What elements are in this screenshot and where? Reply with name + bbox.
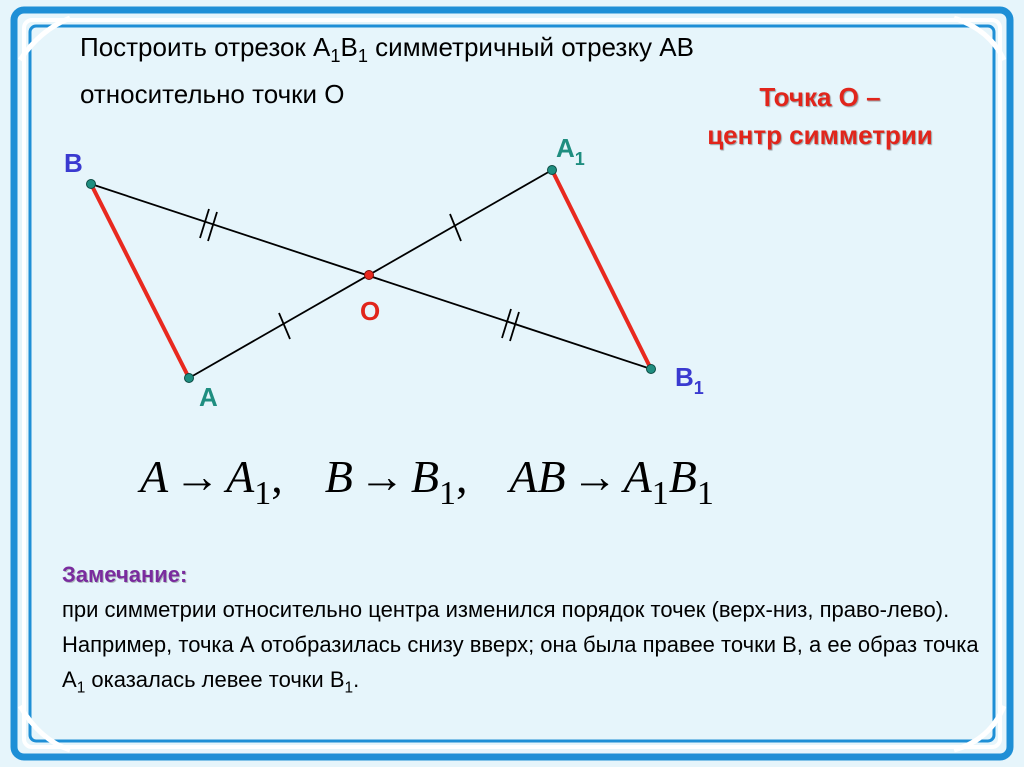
point-o: [365, 271, 374, 280]
remark-line2-mid: оказалась левее точки В: [85, 667, 345, 692]
formula-a1b1-a: A: [623, 451, 652, 502]
label-b: B: [64, 148, 83, 178]
remark-line2: [62, 627, 992, 705]
formula-b1: B: [410, 451, 439, 502]
formula-comma-1: ,: [271, 451, 283, 502]
center-note-line1: Точка О –: [759, 82, 881, 112]
point-b1: [647, 365, 656, 374]
point-b: [87, 180, 96, 189]
remark-heading: Замечание:: [62, 562, 188, 587]
remark-line2-prefix: Например, точка А отобразилась снизу вверх; она была правее точки В, а ее образ точка А: [62, 632, 979, 692]
formula-arrow-3: →: [571, 451, 618, 502]
formula-a: A: [140, 451, 169, 502]
center-note-line2: центр симметрии: [707, 120, 933, 150]
formula-a1b1-a-sub: 1: [651, 475, 669, 512]
formula-a1: A: [226, 451, 255, 502]
segment-a1b1: [552, 170, 651, 369]
title-sub-a1: 1: [330, 46, 341, 67]
label-o: O: [360, 296, 381, 326]
title-sub-b1: 1: [357, 46, 368, 67]
label-a: A: [199, 382, 218, 412]
title-line2: относительно точки О: [80, 79, 345, 110]
remark-block: [62, 557, 992, 705]
formula-a1b1-b: B: [668, 451, 697, 502]
formula-b: B: [324, 451, 353, 502]
formula-a1b1-b-sub: 1: [696, 475, 714, 512]
remark-sub-b1: 1: [344, 679, 354, 697]
formula-a1-sub: 1: [254, 475, 272, 512]
label-a1: $A_1$: [556, 133, 585, 169]
point-a1: [548, 166, 557, 175]
segment-ab: [91, 184, 189, 378]
formula-arrow-2: →: [358, 451, 405, 502]
point-a: [185, 374, 194, 383]
label-b1: $B_1$: [675, 362, 704, 398]
title-line1-mid: В: [340, 32, 358, 62]
mapping-formula: [140, 450, 714, 512]
remark-line1: при симметрии относительно центра изменился порядок точек (верх-низ, право-лево).: [62, 597, 950, 622]
formula-ab: AB: [509, 451, 566, 502]
remark-sub-a1: 1: [76, 679, 86, 697]
remark-line2-suffix: .: [353, 667, 360, 692]
title-line1-prefix: Построить отрезок А: [80, 32, 331, 62]
title-line1-suffix: симметричный отрезку АВ: [367, 32, 694, 62]
formula-comma-2: ,: [455, 451, 468, 502]
formula-arrow-1: →: [174, 451, 221, 502]
formula-b1-sub: 1: [438, 475, 456, 512]
